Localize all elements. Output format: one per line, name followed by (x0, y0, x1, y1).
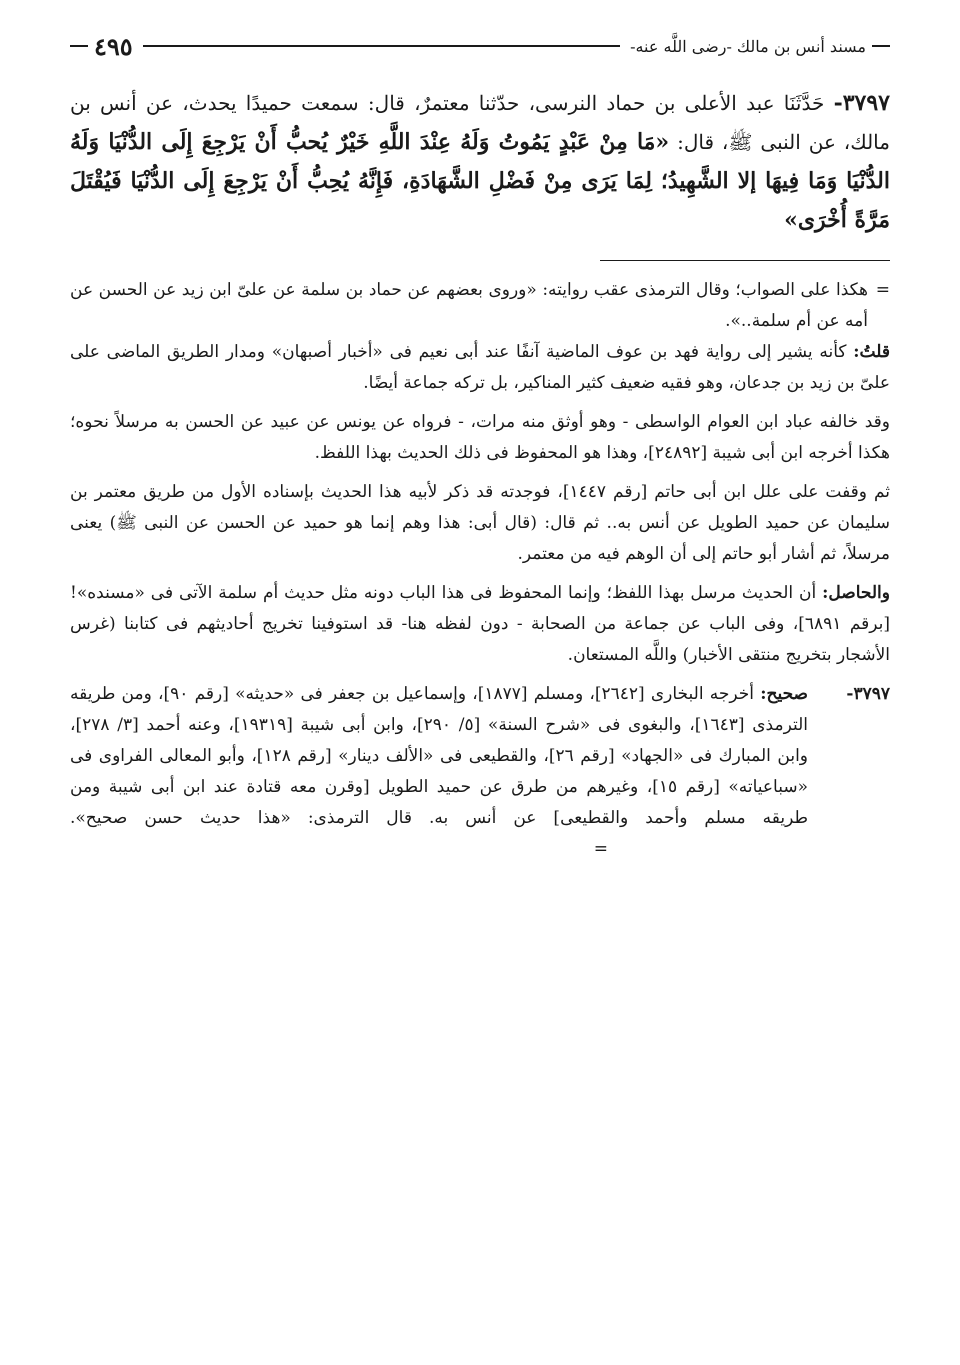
hadith-isnad: حَدَّثَنَا عبد الأعلى بن حماد النرسى، حدّثنا معتمرٌ، قال: سمعت حميدًا يحدث، عن أنس بن مالك، عن النبى ﷺ، قال: (70, 91, 890, 154)
takhrij-note (70, 679, 890, 865)
qultu-label: قلتُ: (853, 342, 890, 362)
page-number: ٤٩٥ (94, 31, 133, 61)
end-continuation-mark: = (593, 839, 608, 859)
footnote-paragraph-5 (70, 578, 890, 671)
takhrij-text: أخرجه البخارى [٢٦٤٢]، ومسلم [١٨٧٧]، وإسماعيل بن جعفر فى «حديثه» [رقم ٩٠]، ومن طريقه الترمذى [١٦٤٣]، والبغوى فى «شرح السنة» [٥/ ٢٩٠]، وابن أبى شيبة [١٩٣١٩]، وعنه أحمد [٣/ ٢٧٨]، وابن المبارك فى «الجهاد» [رقم ٢٦]، والقطيعى فى «الألف دينار» [رقم ١٢٨]، وأبو المعالى الفراوى فى «سباعياته» [رقم ١٥]، وغيرهم من طرق عن حميد الطويل [وقرن معه قتادة عند ابن أبى شيبة ومن طريقه مسلم وأحمد والقطيعى] عن أنس به. قال الترمذى: «هذا حديث حسن صحيح». (70, 684, 809, 828)
footnote-continuation (70, 275, 890, 337)
takhrij-number: ٣٧٩٧- (846, 684, 890, 704)
footnote-paragraph-4: ثم وقفت على علل ابن أبى حاتم [رقم ١٤٤٧]، فوجدته قد ذكر لأبيه هذا الحديث بإسناده الأول من طريق معتمر بن سليمان عن حميد الطويل عن أنس به.. ثم قال: (قال أبى: هذا وهم إنما هو حميد عن الحسن عن النبى ﷺ) يعنى مرسلاً، ثم أشار أبو حاتم إلى أن الوهم فيه من معتمر. (70, 482, 891, 564)
footnote-paragraph-3: وقد خالفه عباد ابن العوام الواسطى - وهو أوثق منه مرات، - فرواه عن يونس عن عبيد عن الحسن به مرسلاً نحوه؛ هكذا أخرجه ابن أبى شيبة [٢٤٨٩٢]، وهذا هو المحفوظ فى ذلك الحديث بهذا اللفظ. (70, 412, 890, 463)
header-dash-start (872, 45, 890, 47)
takhrij-body (70, 679, 808, 865)
hadith-text (70, 84, 890, 240)
footnote-paragraph-2 (70, 337, 890, 399)
grade-label: صحيح: (760, 684, 808, 704)
footnote-paragraph-1: هكذا على الصواب؛ وقال الترمذى عقب روايته: «وروى بعضهم عن حماد بن سلمة عن علىّ ابن زيد عن الحسن عن أمه عن أم سلمة..». (70, 280, 868, 331)
hadith-number: ٣٧٩٧- (833, 90, 890, 116)
running-header (70, 28, 890, 64)
footnotes (70, 275, 890, 865)
header-rule (143, 45, 620, 47)
book-page (70, 28, 890, 865)
book-title: مسند أنس بن مالك -رضى اللَّه عنه- (630, 36, 866, 56)
footnote-separator (600, 260, 890, 261)
hadith-matn: «مَا مِنْ عَبْدٍ يَمُوتُ وَلَهُ عِنْدَ اللَّهِ خَيْرٌ يُحبُّ أَنْ يَرْجِعَ إِلَى الدُّنْيَا وَلَهُ الدُّنْيَا وَمَا فِيهَا إلا الشَّهِيدُ؛ لِمَا يَرَى مِنْ فَضْلِ الشَّهَادَةِ، فَإِنَّهُ يُحِبُّ أَنْ يَرْجِعَ إِلَى الدُّنْيَا فَيُقْتَلَ مَرَّةً أُخْرَى» (70, 129, 890, 233)
continuation-mark: = (875, 280, 890, 300)
footnote-paragraph-2-text: كأنه يشير إلى رواية فهد بن عوف الماضية آنفًا عند أبى نعيم فى «أخبار أصبهان» ومدار الطريق الماضى على علىّ بن زيد بن جدعان، وهو فقيه ضعيف كثير المناكير، بل تركه جماعة أيضًا. (70, 342, 890, 393)
footnote-paragraph-5-text: أن الحديث مرسل بهذا اللفظ؛ وإنما المحفوظ فى هذا الباب دونه مثل حديث أم سلمة الآتى فى «مسنده»! [برقم ٦٨٩١]، وفى الباب عن جماعة من الصحابة - دون لفظه هنا- قد استوفينا تخريج أحاديثهم فى كتابنا (غرس الأشجار بتخريج منتقى الأخبار) واللَّه المستعان. (70, 583, 890, 665)
conclusion-label: والحاصل: (822, 583, 890, 603)
header-dash-end (70, 45, 88, 47)
